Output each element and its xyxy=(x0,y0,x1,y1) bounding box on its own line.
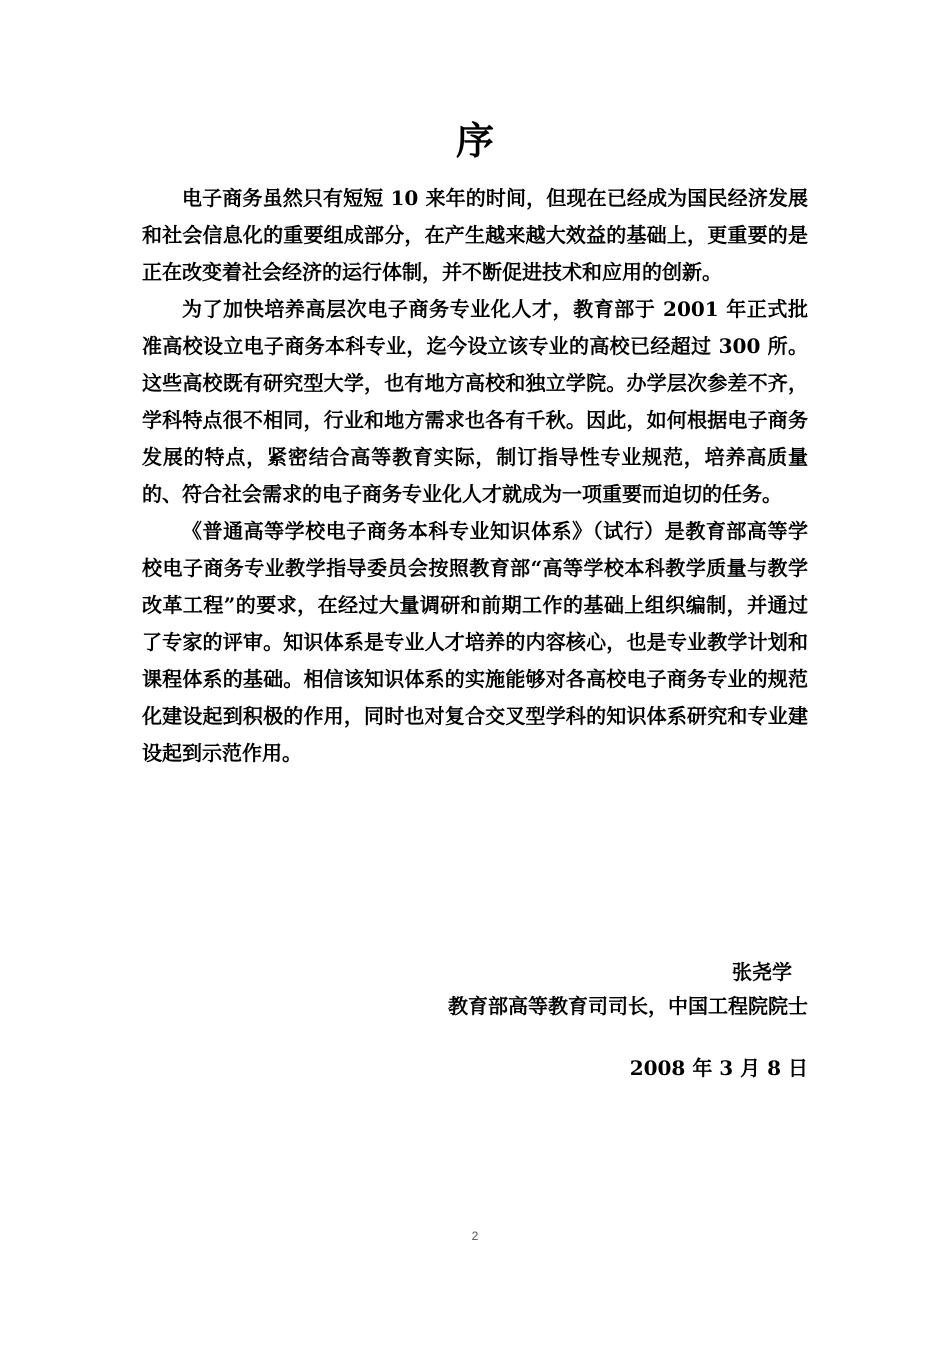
paragraph-1: 电子商务虽然只有短短 10 来年的时间，但现在已经成为国民经济发展和社会信息化的重要组成部分，在产生越来越大效益的基础上，更重要的是正在改变着社会经济的运行体制，并不断促进技术和应用的创新。 xyxy=(142,186,808,284)
paragraph-3: 《普通高等学校电子商务本科专业知识体系》（试行）是教育部高等学校电子商务专业教学指导委员会按照教育部“高等学校本科教学质量与教学改革工程”的要求，在经过大量调研和前期工作的基础上组织编制，并通过了专家的评审。知识体系是专业人才培养的内容核心，也是专业教学计划和课程体系的基础。相信该知识体系的实施能够对各高校电子商务专业的规范化建设起到积极的作用，同时也对复合交叉型学科的知识体系研究和专业建设起到示范作用。 xyxy=(142,519,808,765)
page-title: 序 xyxy=(455,118,494,163)
page-number: 2 xyxy=(471,1229,479,1243)
preface-body xyxy=(142,180,808,772)
signature-date: 2008 年 3 月 8 日 xyxy=(629,1056,808,1080)
signature-title: 教育部高等教育司司长，中国工程院院士 xyxy=(448,994,808,1018)
paragraph-2: 为了加快培养高层次电子商务专业化人才，教育部于 2001 年正式批准高校设立电子商务本科专业，迄今设立该专业的高校已经超过 300 所。这些高校既有研究型大学，也有地方高校和独立学院。办学层次参差不齐，学科特点很不相同，行业和地方需求也各有千秋。因此，如何根据电子商务发展的特点，紧密结合高等教育实际，制订指导性专业规范，培养高质量的、符合社会需求的电子商务专业化人才就成为一项重要而迫切的任务。 xyxy=(142,297,808,506)
signature-name: 张尧学 xyxy=(732,960,792,984)
